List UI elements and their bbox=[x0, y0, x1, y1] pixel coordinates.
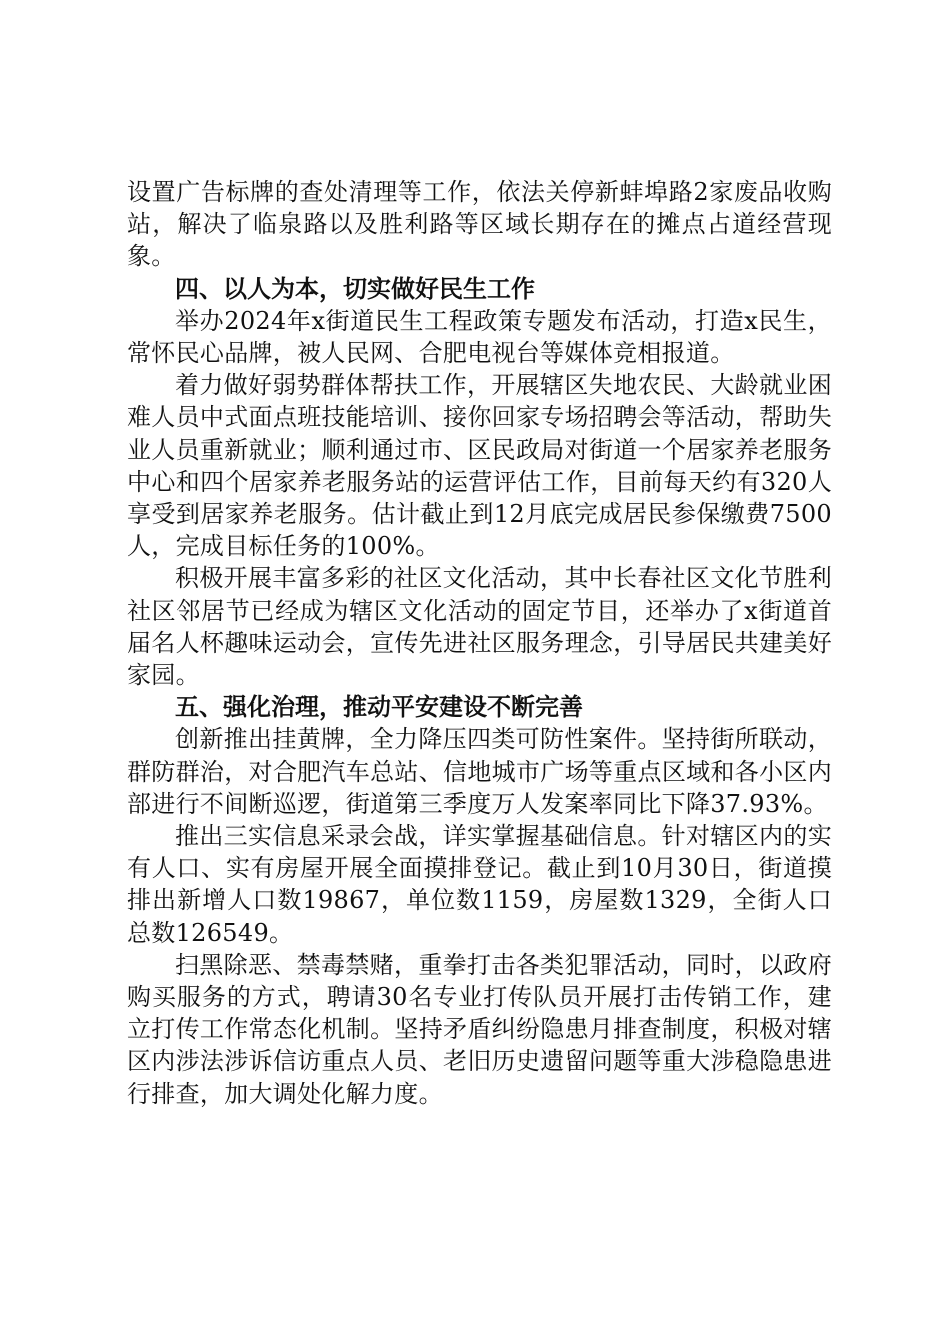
paragraph: 积极开展丰富多彩的社区文化活动，其中长春社区文化节胜利社区邻居节已经成为辖区文化活动的固定节目，还举办了x街道首届名人杯趣味运动会，宣传先进社区服务理念，引导居民共建美好家园。 bbox=[127, 564, 832, 690]
paragraph: 着力做好弱势群体帮扶工作，开展辖区失地农民、大龄就业困难人员中式面点班技能培训、接你回家专场招聘会等活动，帮助失业人员重新就业；顺利通过市、区民政局对街道一个居家养老服务中心和四个居家养老服务站的运营评估工作，目前每天约有320人享受到居家养老服务。估计截止到12月底完成居民参保缴费7500人，完成目标任务的100%。 bbox=[127, 371, 832, 561]
paragraph-continuation: 设置广告标牌的查处清理等工作，依法关停新蚌埠路2家废品收购站，解决了临泉路以及胜利路等区域长期存在的摊点占道经营现象。 bbox=[127, 178, 832, 271]
section-heading-four: 四、以人为本，切实做好民生工作 bbox=[175, 274, 535, 303]
document-body bbox=[127, 176, 832, 1110]
paragraph: 扫黑除恶、禁毒禁赌，重拳打击各类犯罪活动，同时，以政府购买服务的方式，聘请30名专业打传队员开展打击传销工作，建立打传工作常态化机制。坚持矛盾纠纷隐患月排查制度，积极对辖区内涉法涉诉信访重点人员、老旧历史遗留问题等重大涉稳隐患进行排查，加大调处化解力度。 bbox=[127, 950, 832, 1108]
paragraph: 推出三实信息采录会战，详实掌握基础信息。针对辖区内的实有人口、实有房屋开展全面摸排登记。截止到10月30日，街道摸排出新增人口数19867，单位数1159，房屋数1329，全街人口总数126549。 bbox=[127, 822, 832, 947]
paragraph: 创新推出挂黄牌，全力降压四类可防性案件。坚持街所联动，群防群治，对合肥汽车总站、信地城市广场等重点区域和各小区内部进行不间断巡逻，街道第三季度万人发案率同比下降37.93%。 bbox=[127, 725, 832, 818]
section-heading-five: 五、强化治理，推动平安建设不断完善 bbox=[175, 693, 583, 722]
paragraph: 举办2024年x街道民生工程政策专题发布活动，打造x民生，常怀民心品牌，被人民网、合肥电视台等媒体竞相报道。 bbox=[127, 306, 832, 368]
